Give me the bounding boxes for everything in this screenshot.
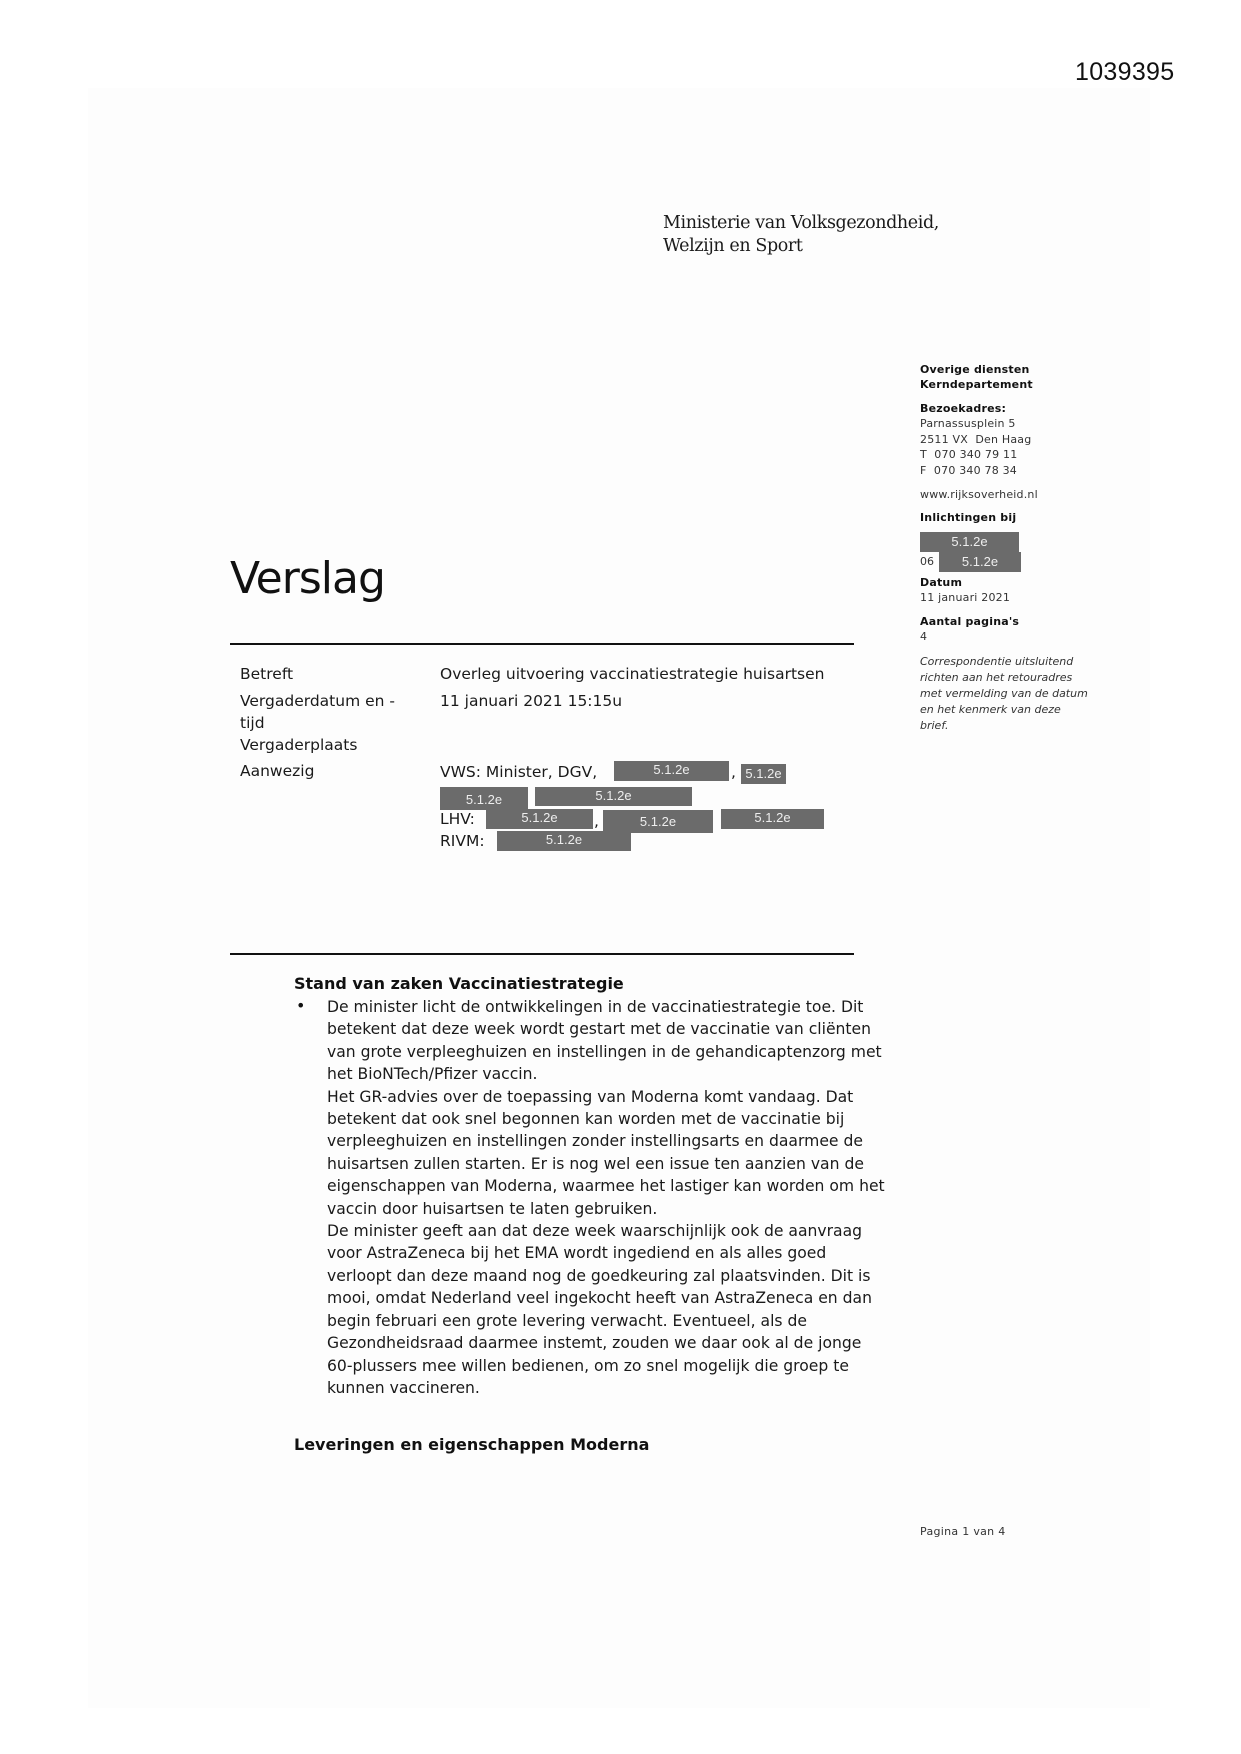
body-line: betekent dat deze week wordt gestart met de vaccinatie van cliënten — [327, 1020, 872, 1039]
ministry-logo-text — [663, 212, 939, 258]
street: Parnassusplein 5 — [920, 417, 1016, 430]
datetime-label-line-2: tijd — [240, 714, 265, 732]
bullet-icon: • — [296, 996, 306, 1015]
date-value: 11 januari 2021 — [920, 590, 1011, 604]
body-line: 60-plussers mee willen bedienen, om zo snel mogelijk die groep te — [327, 1356, 849, 1375]
body-line: Gezondheidsraad daarmee instemt, zouden we daar ook al de jonge — [327, 1334, 862, 1353]
redaction-box: 5.1.2e — [741, 764, 786, 784]
datetime-label — [240, 690, 395, 734]
location-label: Vergaderplaats — [240, 736, 358, 754]
note-line: Correspondentie uitsluitend — [920, 654, 1074, 668]
redaction-box: 5.1.2e — [497, 831, 631, 851]
body-line: mooi, omdat Nederland veel ingekocht heeft van AstraZeneca en dan — [327, 1289, 872, 1308]
pages-value: 4 — [920, 630, 928, 643]
section-heading: Leveringen en eigenschappen Moderna — [294, 1435, 650, 1454]
sidebar-info — [920, 362, 1120, 734]
ministry-line-2: Welzijn en Sport — [663, 236, 803, 256]
inquiries-redaction-2 — [920, 552, 1120, 572]
body-line: van grote verpleeghuizen en instellingen in de gehandicaptenzorg met — [327, 1042, 882, 1061]
body-line: begin februari een grote levering verwacht. Eventueel, als de — [327, 1311, 808, 1330]
document-number: 1039395 — [1075, 58, 1175, 86]
present-lhv-prefix: LHV: — [440, 810, 475, 828]
phone-prefix: 06 — [920, 554, 934, 568]
redaction-box: 5.1.2e — [721, 809, 824, 829]
body-line: Het GR-advies over de toepassing van Moderna komt vandaag. Dat — [327, 1087, 854, 1106]
body-line: vaccin door huisartsen te laten gebruiken. — [327, 1199, 658, 1218]
body-line: De minister licht de ontwikkelingen in de vaccinatiestrategie toe. Dit — [327, 998, 864, 1016]
postal-city: 2511 VX Den Haag — [920, 432, 1032, 446]
body-line: kunnen vaccineren. — [327, 1378, 480, 1397]
note-line: en het kenmerk van deze — [920, 702, 1061, 716]
datetime-value: 11 januari 2021 15:15u — [440, 692, 623, 710]
body-line: verpleeghuizen en instellingen zonder instellingsarts en daarmee de — [327, 1132, 863, 1151]
redaction-box: 5.1.2e — [535, 787, 692, 806]
redaction-box: 5.1.2e — [920, 532, 1019, 552]
pages-heading: Aantal pagina's — [920, 615, 1020, 628]
body-line: betekent dat ook snel begonnen kan worden met de vaccinatie bij — [327, 1110, 845, 1129]
note-line: met vermelding van de datum — [920, 686, 1088, 700]
redaction-box: 5.1.2e — [440, 787, 528, 810]
body-line: eigenschappen van Moderna, waarmee het lastiger kan worden om het — [327, 1177, 885, 1196]
body-line: huisartsen zullen starten. Er is nog wel een issue ten aanzien van de — [327, 1154, 864, 1173]
ministry-line-1: Ministerie van Volksgezondheid, — [663, 213, 939, 233]
department-line-1: Overige diensten — [920, 363, 1030, 376]
datetime-label-line-1: Vergaderdatum en - — [240, 692, 395, 710]
department-line-2: Kerndepartement — [920, 378, 1033, 391]
phone: T 070 340 79 11 — [920, 448, 1018, 461]
body-line: verloopt dan deze maand nog de goedkeuring zal plaatsvinden. Dit is — [327, 1266, 871, 1285]
bottom-divider — [230, 953, 854, 955]
website-link[interactable]: www.rijksoverheid.nl — [920, 488, 1038, 501]
redaction-box: 5.1.2e — [603, 810, 713, 833]
visit-address-heading: Bezoekadres: — [920, 402, 1007, 415]
section-body — [327, 996, 917, 1399]
comma: , — [594, 812, 599, 830]
body-line: het BioNTech/Pfizer vaccin. — [327, 1065, 538, 1084]
correspondence-note — [920, 654, 1120, 734]
body-line: voor AstraZeneca bij het EMA wordt ingediend en als alles goed — [327, 1244, 827, 1263]
page-indicator: Pagina 1 van 4 — [920, 1525, 1006, 1538]
present-rivm-prefix: RIVM: — [440, 832, 485, 850]
redaction-box: 5.1.2e — [614, 761, 729, 781]
inquiries-heading: Inlichtingen bij — [920, 510, 1017, 524]
document-page — [88, 88, 1150, 1708]
subject-value: Overleg uitvoering vaccinatiestrategie huisartsen — [440, 665, 825, 683]
redaction-box: 5.1.2e — [939, 552, 1021, 572]
subject-label: Betreft — [240, 665, 294, 683]
fax: F 070 340 78 34 — [920, 463, 1017, 477]
present-vws-prefix: VWS: Minister, DGV, — [440, 763, 598, 781]
note-line: richten aan het retouradres — [920, 670, 1073, 684]
date-heading: Datum — [920, 575, 963, 589]
note-line: brief. — [920, 718, 949, 732]
present-label: Aanwezig — [240, 762, 315, 780]
body-line: De minister geeft aan dat deze week waarschijnlijk ook de aanvraag — [327, 1222, 863, 1241]
redaction-box: 5.1.2e — [486, 809, 593, 829]
inquiries-redaction-1 — [920, 532, 1120, 552]
section-heading: Stand van zaken Vaccinatiestrategie — [294, 974, 624, 993]
top-divider — [230, 643, 854, 645]
page-title: Verslag — [230, 553, 385, 604]
comma: , — [731, 763, 736, 781]
